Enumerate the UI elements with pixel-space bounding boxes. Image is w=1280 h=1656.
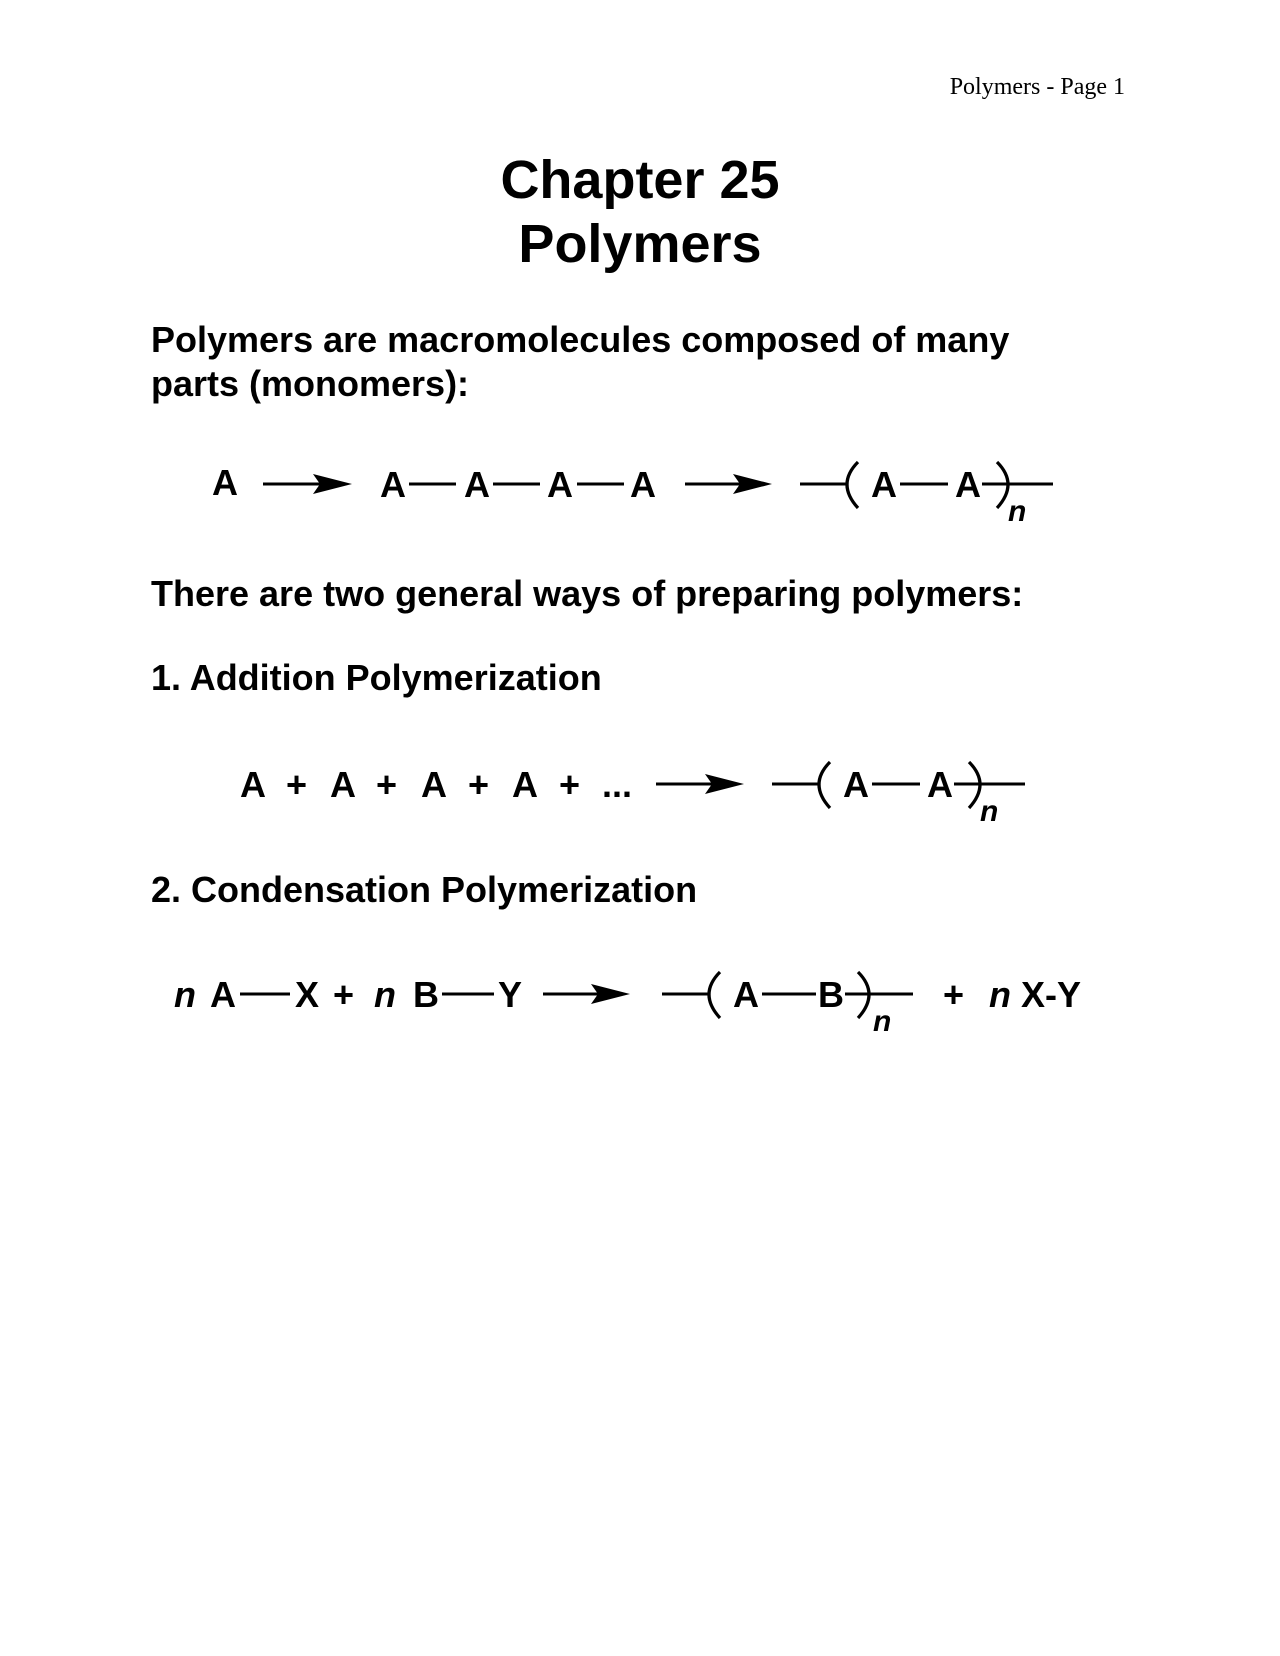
polymer-repeat-unit [662,972,913,1038]
plus-sign: + [333,974,355,1015]
repeat-atom: A [955,464,981,505]
reaction-arrow-icon [263,474,352,494]
reactant-atom: A [240,764,266,805]
repeat-atom: A [843,764,869,805]
repeat-atom: A [927,764,953,805]
ellipsis: ... [602,764,633,805]
ways-paragraph: There are two general ways of preparing polymers: [151,573,1024,614]
chain-atom: A [547,464,573,505]
reactant-atom: B [413,974,439,1015]
intro-line-1: Polymers are macromolecules composed of many [151,319,1010,360]
repeat-subscript: n [873,1005,892,1038]
page-header: Polymers - Page 1 [949,74,1125,100]
open-paren-icon [819,762,830,808]
polymer-repeat-unit [800,462,1053,528]
monomer-to-polymer-scheme [0,455,1280,545]
condensation-heading: 2. Condensation Polymerization [151,869,698,910]
reactant-atom: X [295,974,320,1015]
reaction-arrow-icon [685,474,772,494]
reaction-arrow-icon [543,984,630,1004]
repeat-atom: A [733,974,759,1015]
plus-sign: + [943,974,965,1015]
intro-paragraph [151,318,1009,406]
plus-sign: + [286,764,308,805]
addition-polymerization-scheme [0,755,1280,845]
coefficient: n [989,974,1011,1015]
condensation-polymerization-scheme [0,965,1280,1055]
monomer-label: A [212,462,238,503]
reactant-atom: Y [498,974,523,1015]
page-title [0,148,1280,276]
repeat-subscript: n [1008,495,1027,528]
intro-line-2: parts (monomers): [151,363,470,404]
open-paren-icon [709,972,720,1018]
addition-heading: 1. Addition Polymerization [151,657,602,698]
chain-atom: A [630,464,656,505]
reactant-atom: A [210,974,236,1015]
reactant-atom: A [421,764,447,805]
reaction-arrow-icon [656,774,744,794]
chain-atom: A [464,464,490,505]
plus-sign: + [376,764,398,805]
coefficient: n [374,974,396,1015]
repeat-atom: B [818,974,844,1015]
reactant-atom: A [512,764,538,805]
coefficient: n [174,974,196,1015]
plus-sign: + [559,764,581,805]
title-chapter: Chapter 25 [500,150,780,210]
chain-atom: A [380,464,406,505]
open-paren-icon [847,462,858,508]
title-subject: Polymers [518,214,762,274]
reactant-atom: A [330,764,356,805]
repeat-atom: A [871,464,897,505]
polymer-repeat-unit [772,762,1025,828]
plus-sign: + [468,764,490,805]
repeat-subscript: n [980,795,999,828]
byproduct: X-Y [1021,974,1082,1015]
